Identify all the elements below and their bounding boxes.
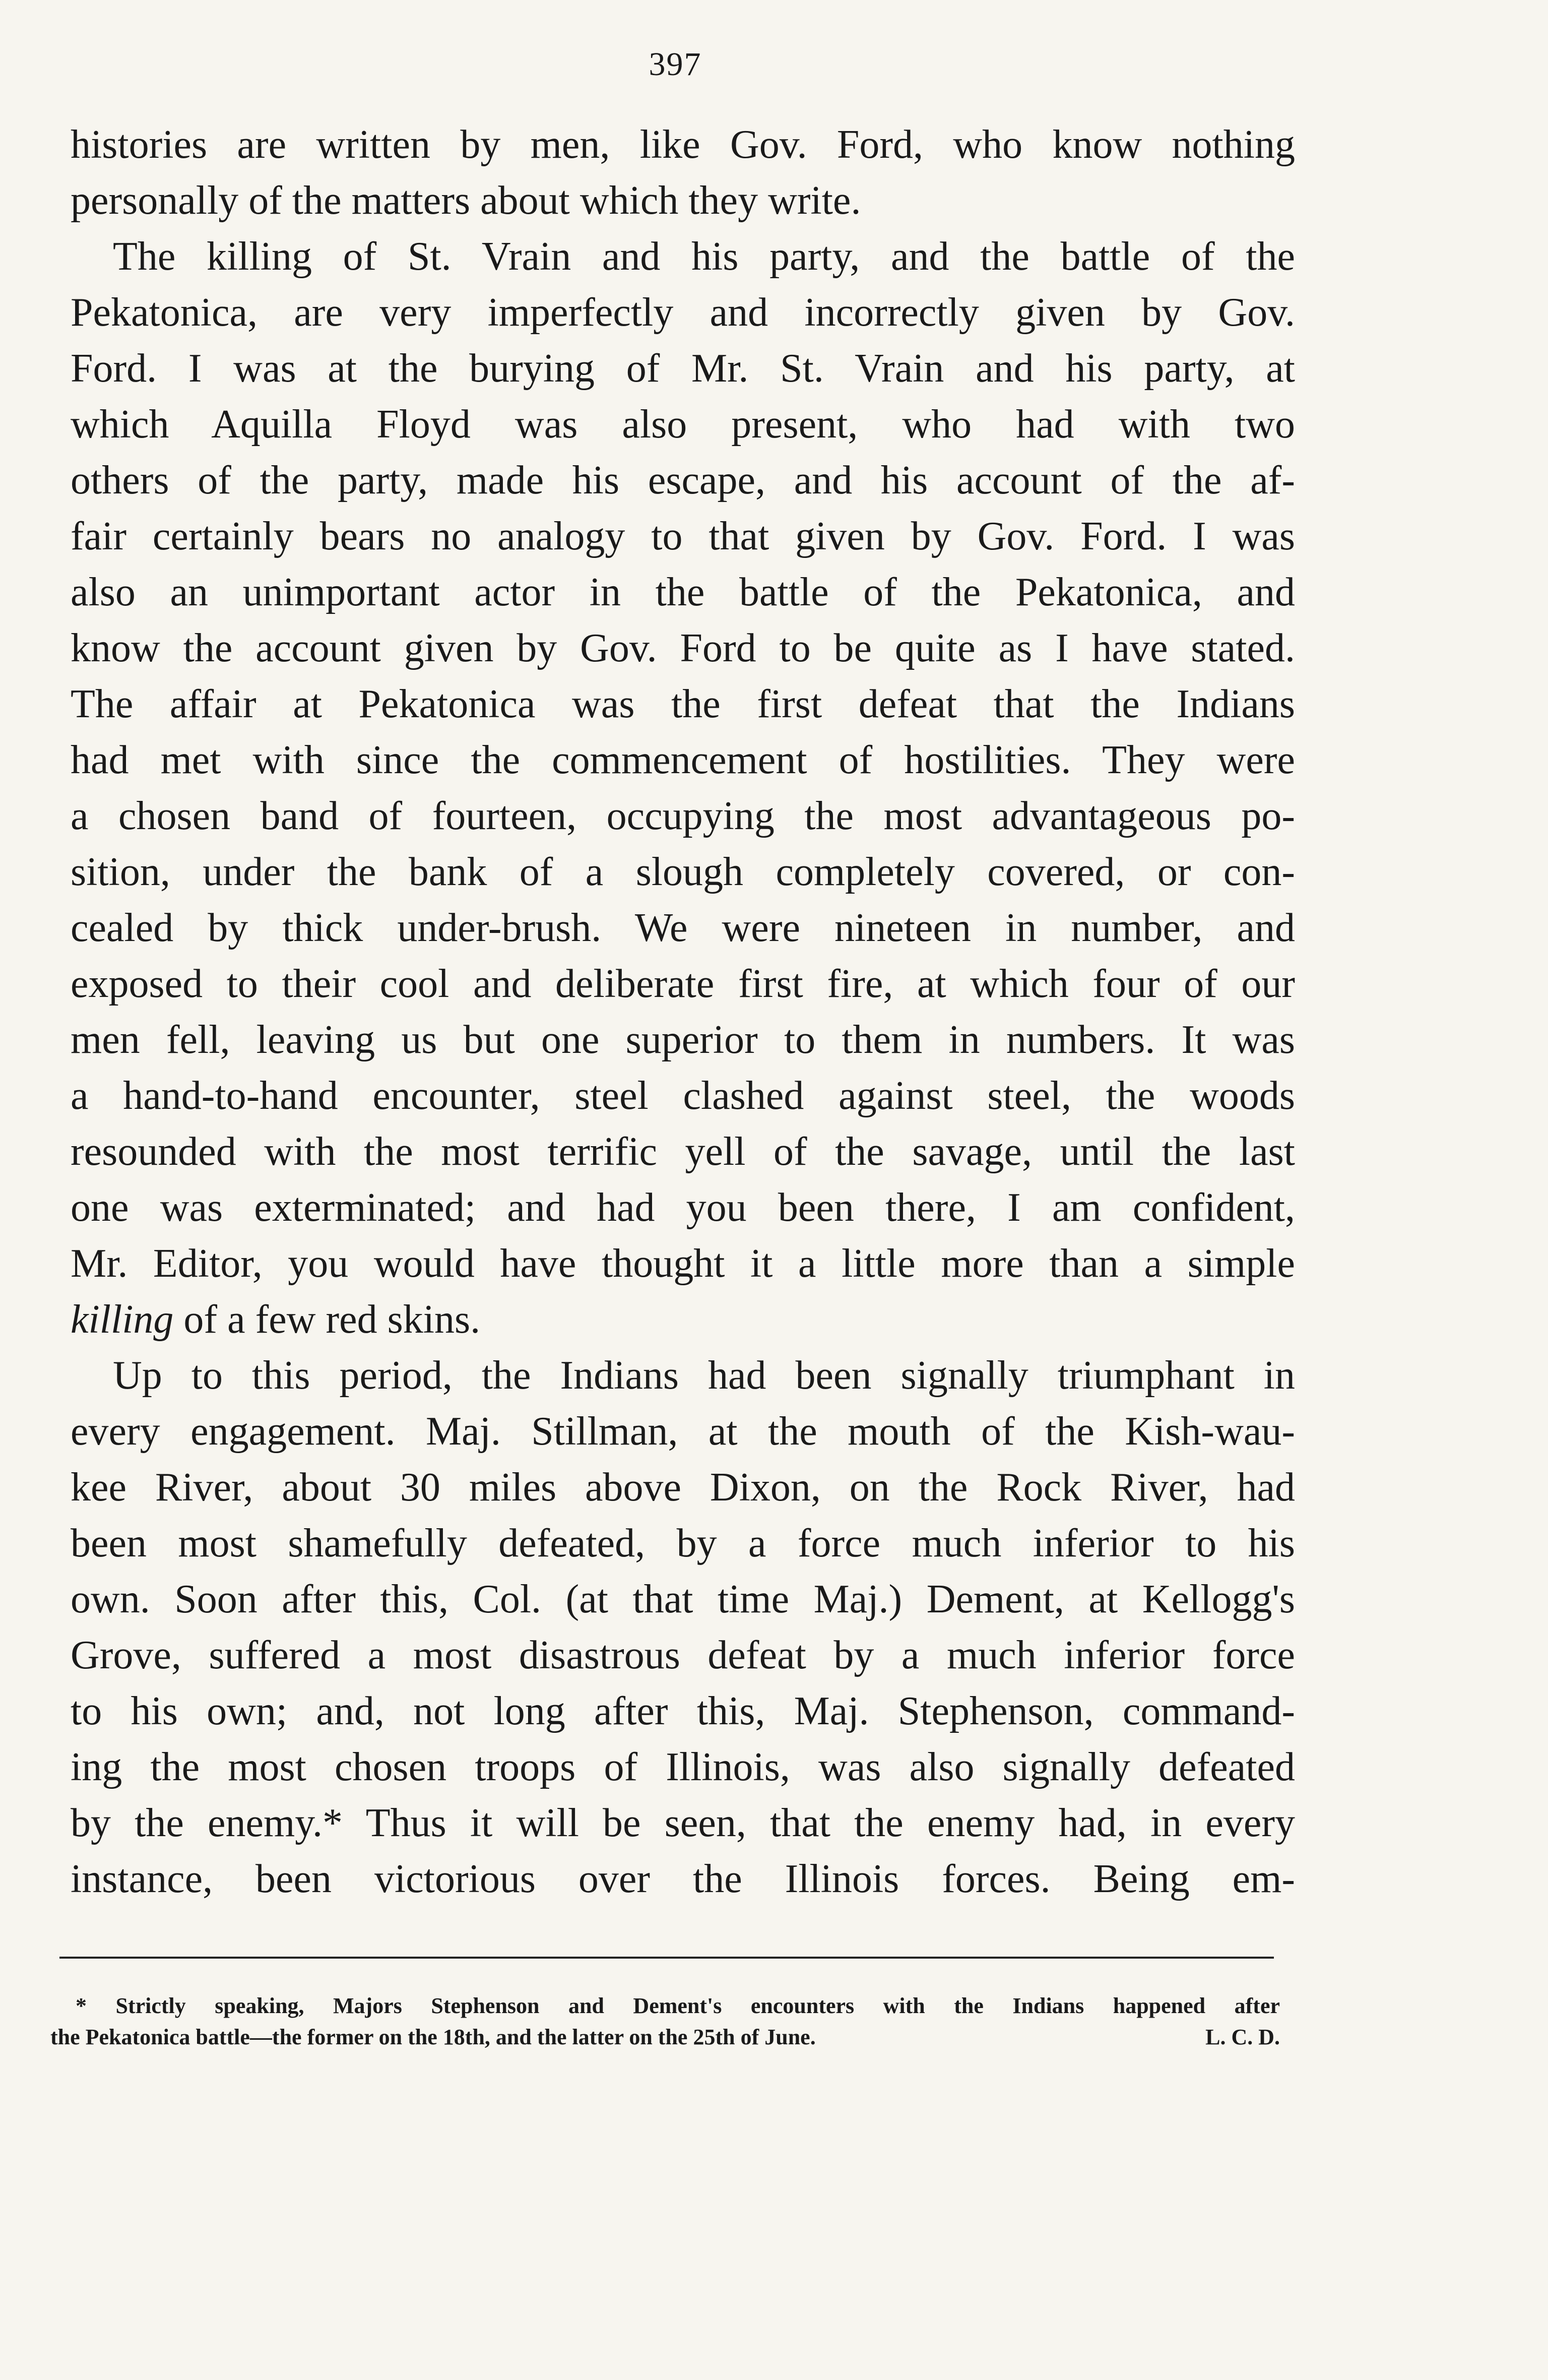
text-line: every engagement. Maj. Stillman, at the mouth of the Kish-wau- bbox=[71, 1409, 1295, 1454]
text-line: Grove, suffered a most disastrous defeat by a much inferior force bbox=[71, 1633, 1295, 1677]
italic-word: killing bbox=[71, 1297, 174, 1342]
text-line: by the enemy.* Thus it will be seen, that the enemy had, in every bbox=[71, 1801, 1295, 1845]
text-line: instance, been victorious over the Illinois forces. Being em- bbox=[71, 1857, 1295, 1901]
text-line: histories are written by men, like Gov. Ford, who know nothing bbox=[71, 122, 1295, 167]
text-line: The affair at Pekatonica was the first defeat that the Indians bbox=[71, 682, 1295, 726]
text-line: which Aquilla Floyd was also present, who had with two bbox=[71, 402, 1295, 447]
text-line: others of the party, made his escape, and his account of the af- bbox=[71, 458, 1295, 503]
page-number: 397 bbox=[649, 46, 702, 83]
footnote-text: the Pekatonica battle—the former on the 18th, and the latter on the 25th of June. bbox=[50, 2025, 816, 2049]
text-fragment: of a few red skins. bbox=[173, 1297, 481, 1342]
text-line: Mr. Editor, you would have thought it a little more than a simple bbox=[71, 1241, 1295, 1286]
text-line: to his own; and, not long after this, Maj. Stephenson, command- bbox=[71, 1689, 1295, 1733]
text-line: ing the most chosen troops of Illinois, was also signally defeated bbox=[71, 1745, 1295, 1789]
text-line: also an unimportant actor in the battle of the Pekatonica, and bbox=[71, 570, 1295, 614]
text-line: a chosen band of fourteen, occupying the most advantageous po- bbox=[71, 794, 1295, 838]
footnote-signature: L. C. D. bbox=[1205, 2025, 1280, 2049]
footnote-divider bbox=[59, 1957, 1274, 1959]
text-line: kee River, about 30 miles above Dixon, on the Rock River, had bbox=[71, 1465, 1295, 1510]
footnote-line: * Strictly speaking, Majors Stephenson and Dement's encounters with the Indians happened after bbox=[76, 1993, 1280, 2018]
text-line: fair certainly bears no analogy to that given by Gov. Ford. I was bbox=[71, 514, 1295, 558]
text-line: Pekatonica, are very imperfectly and incorrectly given by Gov. bbox=[71, 290, 1295, 335]
text-line: cealed by thick under-brush. We were nineteen in number, and bbox=[71, 906, 1295, 950]
text-line: resounded with the most terrific yell of the savage, until the last bbox=[71, 1130, 1295, 1174]
text-line: been most shamefully defeated, by a force much inferior to his bbox=[71, 1521, 1295, 1565]
text-line: exposed to their cool and deliberate first fire, at which four of our bbox=[71, 962, 1295, 1006]
text-line: know the account given by Gov. Ford to be quite as I have stated. bbox=[71, 626, 1295, 670]
text-line: personally of the matters about which they write. bbox=[71, 178, 861, 223]
text-line: one was exterminated; and had you been there, I am confident, bbox=[71, 1185, 1295, 1230]
text-line: The killing of St. Vrain and his party, and the battle of the bbox=[113, 234, 1295, 279]
text-line bbox=[71, 1292, 1295, 1348]
text-line: a hand-to-hand encounter, steel clashed against steel, the woods bbox=[71, 1074, 1295, 1118]
text-line: had met with since the commencement of hostilities. They were bbox=[71, 738, 1295, 782]
text-line: own. Soon after this, Col. (at that time Maj.) Dement, at Kellogg's bbox=[71, 1577, 1295, 1621]
footnote-line bbox=[50, 2022, 1280, 2052]
body-text bbox=[71, 117, 1295, 1907]
text-line: sition, under the bank of a slough completely covered, or con- bbox=[71, 850, 1295, 894]
text-line: men fell, leaving us but one superior to them in numbers. It was bbox=[71, 1018, 1295, 1062]
text-line: Up to this period, the Indians had been signally triumphant in bbox=[113, 1353, 1295, 1398]
text-line: Ford. I was at the burying of Mr. St. Vrain and his party, at bbox=[71, 346, 1295, 391]
